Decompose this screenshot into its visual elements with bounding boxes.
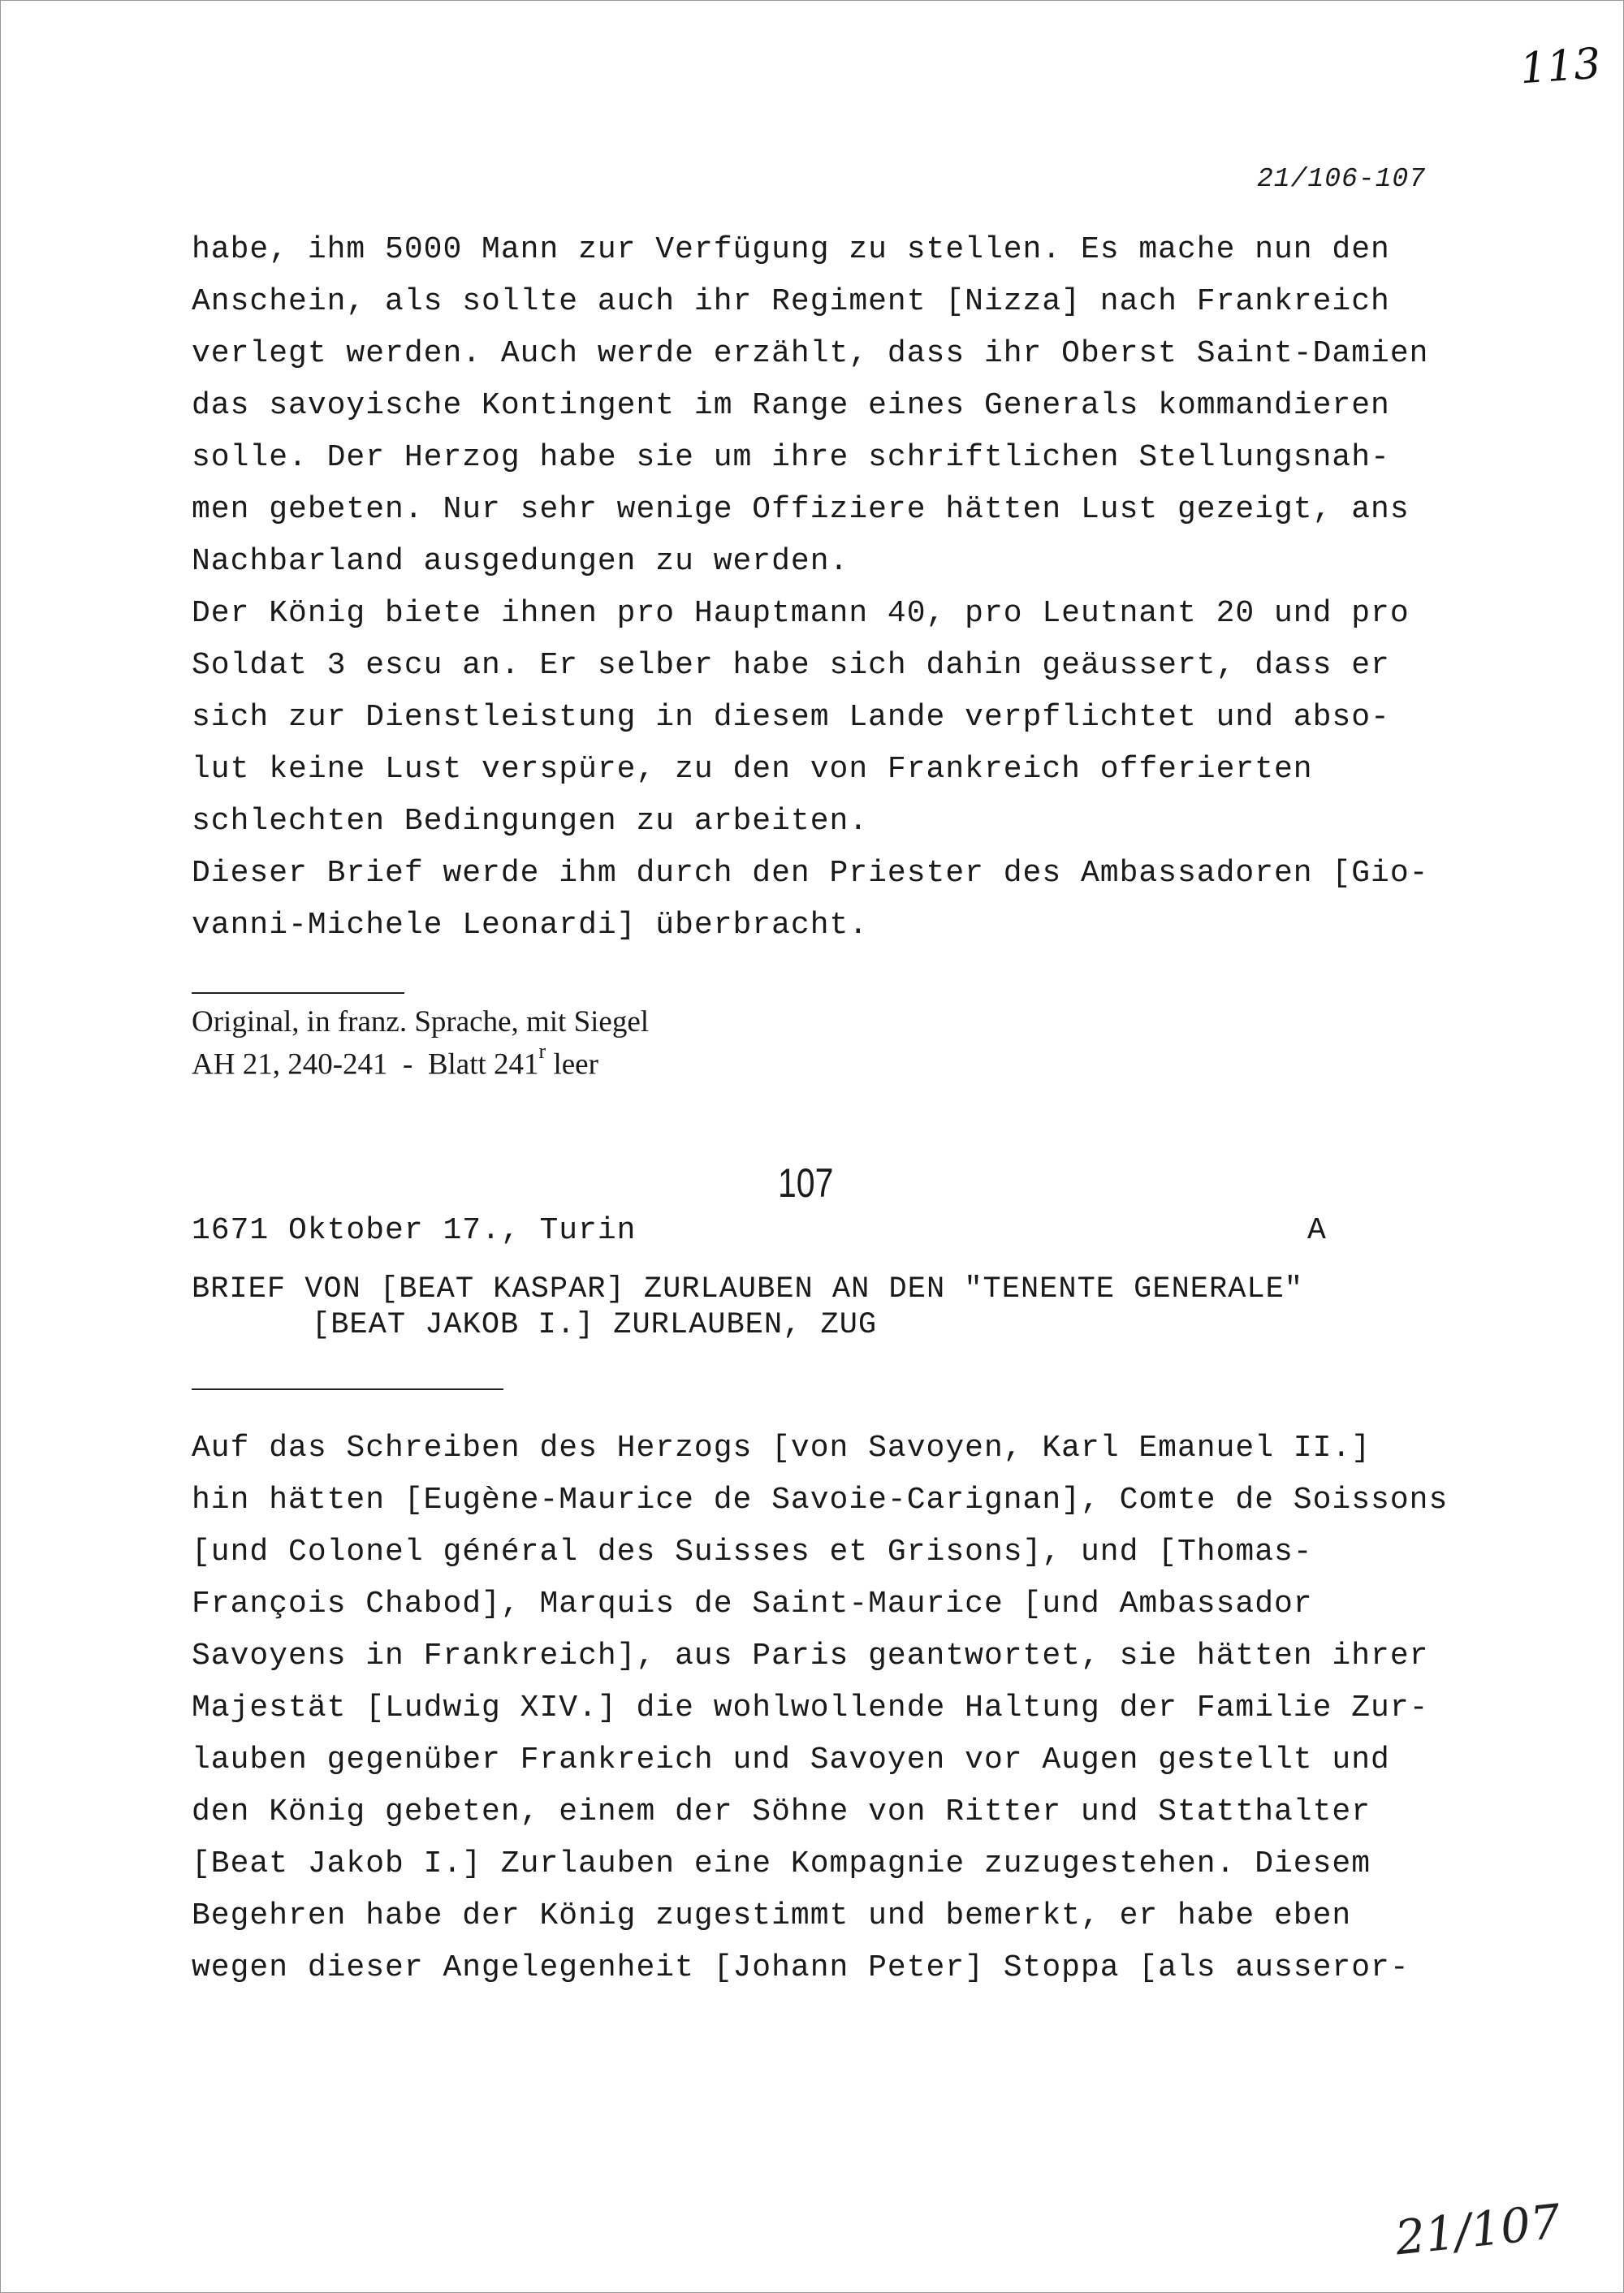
text-line: Soldat 3 escu an. Er selber habe sich dahin geäussert, dass er	[192, 648, 1390, 683]
text-line: habe, ihm 5000 Mann zur Verfügung zu stellen. Es mache nun den	[192, 232, 1390, 267]
text-line: Dieser Brief werde ihm durch den Priester des Ambassadoren [Gio-	[192, 856, 1429, 891]
text-line: Majestät [Ludwig XIV.] die wohlwollende Haltung der Familie Zur-	[192, 1691, 1429, 1725]
source-note-line: Original, in franz. Sprache, mit Siegel	[192, 1005, 650, 1039]
text-line: den König gebeten, einem der Söhne von Ritter und Statthalter	[192, 1794, 1371, 1829]
text-line: Nachbarland ausgedungen zu werden.	[192, 544, 849, 579]
text-line: schlechten Bedingungen zu arbeiten.	[192, 804, 869, 839]
text-line: vanni-Michele Leonardi] überbracht.	[192, 908, 869, 943]
title-line: BRIEF VON [BEAT KASPAR] ZURLAUBEN AN DEN "TENENTE GENERALE"	[192, 1272, 1304, 1306]
source-note-prefix: AH 21, 240-241 - Blatt 241	[192, 1047, 539, 1082]
text-line: Anschein, als sollte auch ihr Regiment [Nizza] nach Frankreich	[192, 284, 1390, 319]
body-text	[192, 1423, 1448, 1994]
text-line: François Chabod], Marquis de Saint-Maurice [und Ambassador	[192, 1587, 1313, 1622]
source-note-superscript: r	[538, 1039, 546, 1063]
text-line: Begehren habe der König zugestimmt und bemerkt, er habe eben	[192, 1898, 1352, 1933]
text-line: sich zur Dienstleistung in diesem Lande verpflichtet und abso-	[192, 700, 1390, 735]
handwritten-footer-reference: 21/107	[1393, 2193, 1564, 2266]
text-line: Der König biete ihnen pro Hauptmann 40, pro Leutnant 20 und pro	[192, 596, 1410, 631]
title-line: [BEAT JAKOB I.] ZURLAUBEN, ZUG	[312, 1308, 878, 1342]
continuation-text	[192, 224, 1428, 952]
text-line: Auf das Schreiben des Herzogs [von Savoyen, Karl Emanuel II.]	[192, 1431, 1371, 1466]
document-title	[192, 1272, 1303, 1343]
text-line: hin hätten [Eugène-Maurice de Savoie-Carignan], Comte de Soissons	[192, 1483, 1449, 1518]
source-note-line	[192, 1039, 649, 1082]
text-line: men gebeten. Nur sehr wenige Offiziere hätten Lust gezeigt, ans	[192, 492, 1410, 527]
title-divider	[192, 1388, 503, 1390]
text-line: [und Colonel général des Suisses et Grisons], und [Thomas-	[192, 1535, 1313, 1570]
text-line: wegen dieser Angelegenheit [Johann Peter] Stoppa [als ausseror-	[192, 1950, 1410, 1985]
document-number: 107	[778, 1160, 834, 1206]
footnote-divider	[192, 992, 404, 994]
handwritten-page-number: 113	[1518, 39, 1603, 94]
text-line: lauben gegenüber Frankreich und Savoyen vor Augen gestellt und	[192, 1742, 1390, 1777]
text-line: Savoyens in Frankreich], aus Paris geantwortet, sie hätten ihrer	[192, 1639, 1429, 1673]
document-date-place: 1671 Oktober 17., Turin	[192, 1213, 637, 1248]
text-line: verlegt werden. Auch werde erzählt, dass ihr Oberst Saint-Damien	[192, 336, 1429, 371]
text-line: lut keine Lust verspüre, zu den von Frankreich offerierten	[192, 752, 1313, 787]
source-note-suffix: leer	[546, 1047, 598, 1082]
text-line: [Beat Jakob I.] Zurlauben eine Kompagnie zuzugestehen. Diesem	[192, 1846, 1371, 1881]
text-line: solle. Der Herzog habe sie um ihre schriftlichen Stellungsnah-	[192, 440, 1390, 475]
document-classification: A	[1307, 1213, 1326, 1248]
source-note	[192, 1005, 650, 1082]
archive-reference: 21/106-107	[1257, 164, 1427, 194]
text-line: das savoyische Kontingent im Range eines Generals kommandieren	[192, 388, 1390, 423]
